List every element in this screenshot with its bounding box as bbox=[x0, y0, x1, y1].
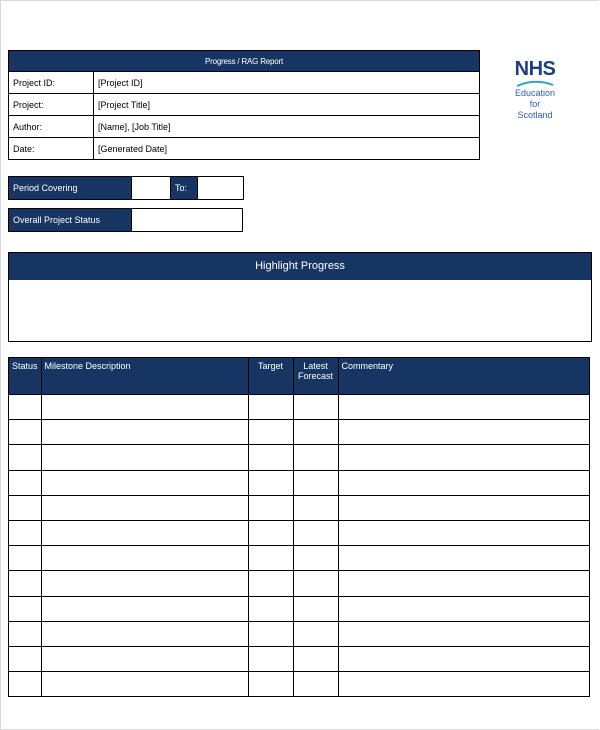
forecast-cell[interactable] bbox=[293, 520, 338, 545]
status-cell[interactable] bbox=[9, 571, 42, 596]
table-row bbox=[9, 646, 590, 671]
forecast-cell[interactable] bbox=[293, 596, 338, 621]
table-row bbox=[9, 621, 590, 646]
forecast-cell[interactable] bbox=[293, 395, 338, 420]
commentary-cell[interactable] bbox=[338, 495, 589, 520]
status-cell[interactable] bbox=[9, 445, 42, 470]
status-cell[interactable] bbox=[9, 672, 42, 697]
forecast-cell[interactable] bbox=[293, 672, 338, 697]
period-covering-label: Period Covering bbox=[9, 177, 132, 200]
forecast-cell[interactable] bbox=[293, 546, 338, 571]
project-id-value[interactable]: [Project ID] bbox=[94, 72, 480, 94]
target-cell[interactable] bbox=[248, 470, 293, 495]
col-status: Status bbox=[9, 358, 42, 395]
table-row bbox=[9, 72, 480, 94]
period-to-label: To: bbox=[171, 177, 198, 200]
report-header-table bbox=[8, 50, 480, 160]
highlight-progress-field[interactable] bbox=[9, 280, 591, 340]
logo-line-for: for bbox=[529, 99, 541, 109]
period-covering-table bbox=[8, 176, 244, 200]
description-cell[interactable] bbox=[41, 571, 248, 596]
commentary-cell[interactable] bbox=[338, 420, 589, 445]
date-label: Date: bbox=[9, 138, 94, 160]
table-row bbox=[9, 672, 590, 697]
status-cell[interactable] bbox=[9, 546, 42, 571]
highlight-progress-section bbox=[8, 252, 592, 342]
table-row bbox=[9, 596, 590, 621]
col-target: Target bbox=[248, 358, 293, 395]
table-row bbox=[9, 420, 590, 445]
description-cell[interactable] bbox=[41, 495, 248, 520]
target-cell[interactable] bbox=[248, 546, 293, 571]
forecast-cell[interactable] bbox=[293, 646, 338, 671]
commentary-cell[interactable] bbox=[338, 520, 589, 545]
forecast-cell[interactable] bbox=[293, 495, 338, 520]
highlight-progress-title: Highlight Progress bbox=[9, 253, 591, 280]
project-label: Project: bbox=[9, 94, 94, 116]
target-cell[interactable] bbox=[248, 672, 293, 697]
target-cell[interactable] bbox=[248, 520, 293, 545]
target-cell[interactable] bbox=[248, 445, 293, 470]
description-cell[interactable] bbox=[41, 445, 248, 470]
status-cell[interactable] bbox=[9, 520, 42, 545]
author-label: Author: bbox=[9, 116, 94, 138]
table-row bbox=[9, 546, 590, 571]
overall-status-table bbox=[8, 208, 243, 232]
table-row bbox=[9, 395, 590, 420]
status-cell[interactable] bbox=[9, 596, 42, 621]
nhs-logo bbox=[505, 58, 565, 121]
description-cell[interactable] bbox=[41, 646, 248, 671]
commentary-cell[interactable] bbox=[338, 395, 589, 420]
col-commentary: Commentary bbox=[338, 358, 589, 395]
col-latest-forecast bbox=[293, 358, 338, 395]
description-cell[interactable] bbox=[41, 420, 248, 445]
status-cell[interactable] bbox=[9, 495, 42, 520]
status-cell[interactable] bbox=[9, 395, 42, 420]
target-cell[interactable] bbox=[248, 596, 293, 621]
author-value[interactable]: [Name], [Job Title] bbox=[94, 116, 480, 138]
target-cell[interactable] bbox=[248, 495, 293, 520]
col-latest-forecast-line1: Latest bbox=[303, 361, 328, 371]
description-cell[interactable] bbox=[41, 672, 248, 697]
col-milestone-description: Milestone Description bbox=[41, 358, 248, 395]
table-row bbox=[9, 138, 480, 160]
forecast-cell[interactable] bbox=[293, 571, 338, 596]
milestone-header-row bbox=[9, 358, 590, 395]
commentary-cell[interactable] bbox=[338, 546, 589, 571]
target-cell[interactable] bbox=[248, 395, 293, 420]
project-id-label: Project ID: bbox=[9, 72, 94, 94]
milestone-table bbox=[8, 357, 590, 697]
commentary-cell[interactable] bbox=[338, 621, 589, 646]
overall-status-field[interactable] bbox=[132, 209, 243, 232]
commentary-cell[interactable] bbox=[338, 596, 589, 621]
commentary-cell[interactable] bbox=[338, 646, 589, 671]
forecast-cell[interactable] bbox=[293, 470, 338, 495]
forecast-cell[interactable] bbox=[293, 420, 338, 445]
description-cell[interactable] bbox=[41, 621, 248, 646]
table-row bbox=[9, 495, 590, 520]
table-row bbox=[9, 571, 590, 596]
forecast-cell[interactable] bbox=[293, 445, 338, 470]
description-cell[interactable] bbox=[41, 520, 248, 545]
period-to-field[interactable] bbox=[198, 177, 244, 200]
status-cell[interactable] bbox=[9, 420, 42, 445]
status-cell[interactable] bbox=[9, 646, 42, 671]
table-row bbox=[9, 520, 590, 545]
target-cell[interactable] bbox=[248, 646, 293, 671]
table-row bbox=[9, 94, 480, 116]
report-title: Progress / RAG Report bbox=[9, 51, 480, 72]
description-cell[interactable] bbox=[41, 470, 248, 495]
logo-line-education: Education bbox=[514, 88, 556, 98]
description-cell[interactable] bbox=[41, 395, 248, 420]
overall-status-label: Overall Project Status bbox=[9, 209, 132, 232]
target-cell[interactable] bbox=[248, 571, 293, 596]
project-value[interactable]: [Project Title] bbox=[94, 94, 480, 116]
swoosh-icon bbox=[515, 80, 555, 88]
commentary-cell[interactable] bbox=[338, 571, 589, 596]
date-value[interactable]: [Generated Date] bbox=[94, 138, 480, 160]
forecast-cell[interactable] bbox=[293, 621, 338, 646]
status-cell[interactable] bbox=[9, 621, 42, 646]
period-from-field[interactable] bbox=[132, 177, 171, 200]
target-cell[interactable] bbox=[248, 621, 293, 646]
col-latest-forecast-line2: Forecast bbox=[298, 371, 334, 381]
nhs-logo-text: NHS bbox=[514, 58, 556, 80]
commentary-cell[interactable] bbox=[338, 672, 589, 697]
table-row bbox=[9, 445, 590, 470]
target-cell[interactable] bbox=[248, 420, 293, 445]
commentary-cell[interactable] bbox=[338, 445, 589, 470]
description-cell[interactable] bbox=[41, 546, 248, 571]
description-cell[interactable] bbox=[41, 596, 248, 621]
commentary-cell[interactable] bbox=[338, 470, 589, 495]
table-row bbox=[9, 116, 480, 138]
table-row bbox=[9, 470, 590, 495]
logo-line-scotland: Scotland bbox=[517, 110, 553, 120]
status-cell[interactable] bbox=[9, 470, 42, 495]
